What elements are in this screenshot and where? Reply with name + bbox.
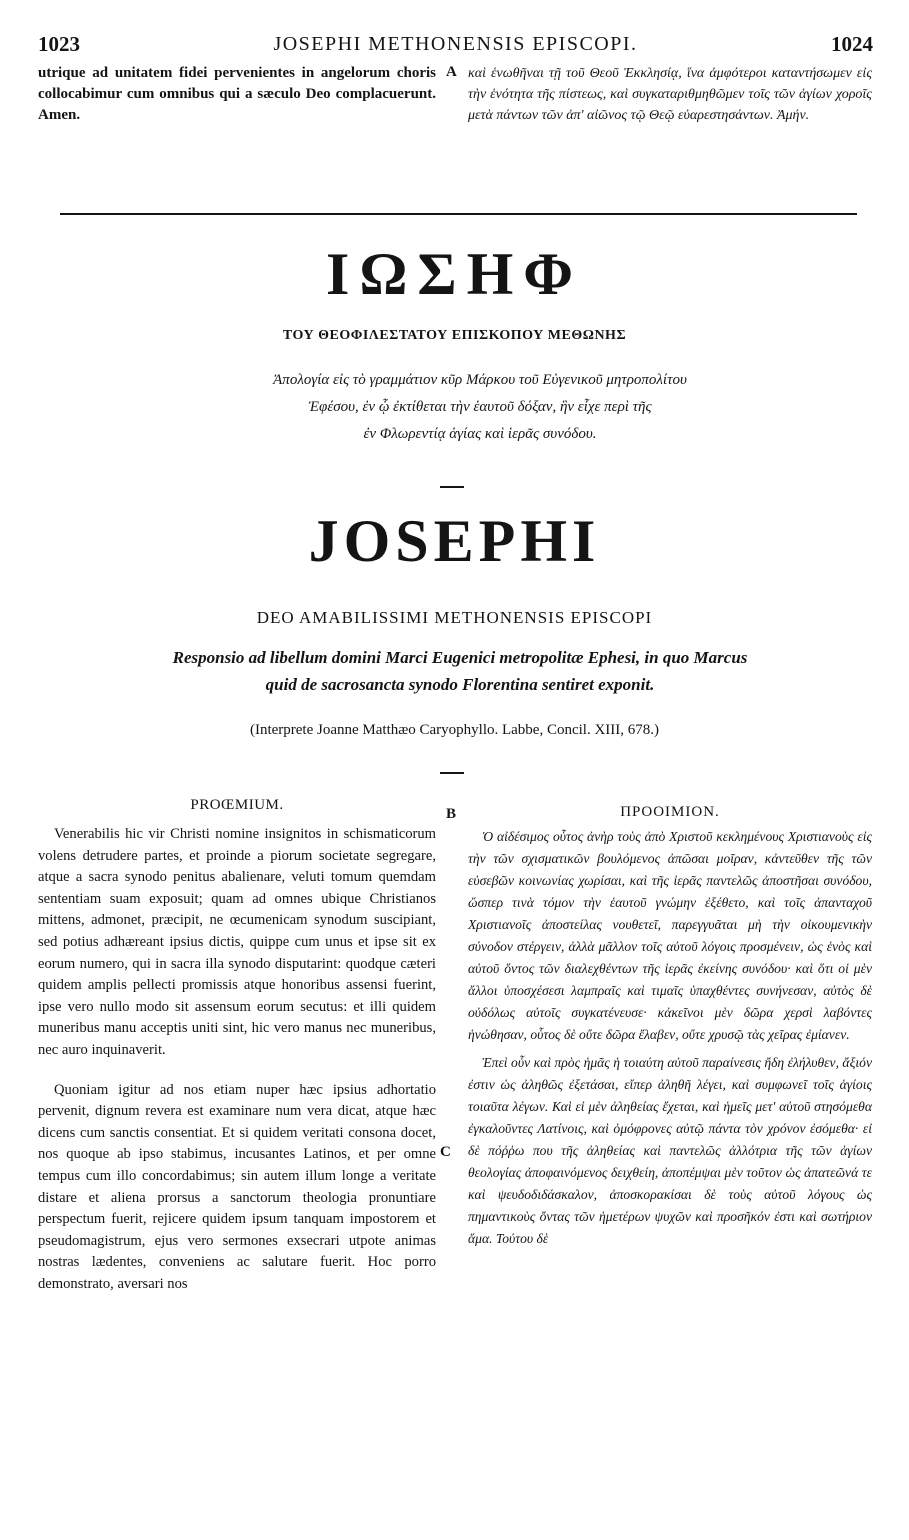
latin-description-line: quid de sacrosancta synodo Florentina sentiret exponit. bbox=[265, 675, 655, 694]
latin-paragraph: Quoniam igitur ad nos etiam nuper hæc ipsius adhortatio pervenit, dignum revera est examinare num vera dicat, atque hæc dicens cum sanctis consentiat. Et si quidem veritati consona docet, nos quoque ab ipso stabimus, incusantes Latinos, et per omne tempus cum illo concordabimus; sin autem illum longe a veritate distare et aliena prorsus a sanctorum theologia pronuntiare perspectum fuerit, rejicere quidem ipsum tanquam impostorem et pseudomagistrum, ejus vero sermones exsecrari utpote animas nostras lædentes, conveniens ac salutare fuerit. Hoc porro demonstrato, aversari nos bbox=[38, 1081, 436, 1292]
greek-subtitle: ΤΟΥ ΘΕΟΦΙΛΕΣΤΑΤΟΥ ΕΠΙΣΚΟΠΟΥ ΜΕΘΩΝΗΣ bbox=[282, 328, 627, 343]
greek-title: ΙΩΣΗΦ bbox=[325, 241, 584, 307]
page-number-left: 1023 bbox=[38, 32, 80, 56]
greek-description bbox=[200, 367, 760, 448]
greek-description-line: Ἀπολογία εἰς τὸ γραμμάτιον κῦρ Μάρκου τοῦ Εὐγενικοῦ μητροπολίτου bbox=[273, 372, 687, 388]
latin-top-passage bbox=[38, 63, 436, 126]
greek-description-line: ἐν Φλωρεντίᾳ ἁγίας καὶ ἱερᾶς συνόδου. bbox=[363, 426, 597, 442]
translator-note: (Interprete Joanne Matthæo Caryophyllo. Labbe, Concil. XIII, 678.) bbox=[249, 722, 660, 738]
greek-body-column bbox=[468, 826, 872, 1250]
latin-title: JOSEPHI bbox=[308, 508, 601, 574]
latin-description-line: Responsio ad libellum domini Marci Eugenici metropolitæ Ephesi, in quo Marcus bbox=[172, 648, 748, 667]
column-marker-a: A bbox=[446, 64, 457, 80]
greek-paragraph: Ὁ αἰδέσιμος οὗτος ἀνὴρ τοὺς ἀπὸ Χριστοῦ κεκλημένους Χριστιανοὺς εἰς τὴν τῶν σχισματικῶν βουλόμενος ἀπῶσαι μοῖραν, κἀντεῦθεν τῆς τῶν εὐσεβῶν κοινωνίας χωρίσαι, καὶ τῆς ἱερᾶς παντελῶς ἀποστῆσαι συνόδου, ὥσπερ τινὰ τόμον τὴν ἑαυτοῦ γνώμην ἐξέθετο, καὶ τοῖς ἁπανταχοῦ Χριστιανοῖς ἀποστείλας νουθετεῖ, παρεγγυᾶται μὴ τὴν οἰκουμενικὴν σύνοδον στέργειν, ἀλλὰ μᾶλλον τοῖς αὐτοῦ λόγοις προσμένειν, ὡς ἑνὸς καὶ αὐτοῦ ὄντος τῶν διαλεχθέντων τῆς ἱερᾶς ἐκείνης συνόδου· καὶ ὅτι οἱ μὲν ἄλλοι ὑποσχέσεσι λαμπραῖς καὶ τιμαῖς ὑπαχθέντες συνήνεσαν, αὐτὸς δὲ οὐδόλως αὐτοῖς συγκατένευσε· κἀκεῖνοι μὲν δῶρα χερσὶ λαβόντες ἡνώθησαν, οὗτος δὲ οὔτε δῶρα ἔλαβεν, οὔτε χρυσῷ τὰς χεῖρας ἐμίανεν. bbox=[468, 829, 872, 1042]
greek-top-passage bbox=[468, 63, 872, 126]
column-marker-b: B bbox=[446, 806, 457, 822]
proemium-heading-latin: PROŒMIUM. bbox=[190, 797, 284, 813]
proemium-heading-greek: ΠΡΟΟΙΜΙΟΝ. bbox=[620, 804, 720, 820]
latin-subtitle: DEO AMABILISSIMI METHONENSIS EPISCOPI bbox=[256, 608, 653, 627]
latin-body-column bbox=[38, 824, 436, 1295]
greek-description-line: Ἐφέσου, ἐν ᾧ ἐκτίθεται τὴν ἑαυτοῦ δόξαν, ἣν εἶχε περὶ τῆς bbox=[308, 399, 652, 415]
running-title: JOSEPHI METHONENSIS EPISCOPI. bbox=[273, 33, 638, 55]
column-marker-c: C bbox=[440, 1144, 451, 1160]
greek-top-text: καὶ ἑνωθῆναι τῇ τοῦ Θεοῦ Ἐκκλησίᾳ, ἵνα ἀμφότεροι καταντήσωμεν εἰς τὴν ἑνότητα τῆς πίστεως, καὶ συγκαταριθμηθῶμεν τοῖς τῶν ἁγίων χοροῖς μετὰ πάντων τῶν ἀπ' αἰῶνος τῷ Θεῷ εὐαρεστησάντων. Ἀμήν. bbox=[468, 66, 872, 123]
latin-description bbox=[90, 644, 830, 698]
page-number-right: 1024 bbox=[831, 32, 873, 56]
latin-top-text: utrique ad unitatem fidei pervenientes in angelorum choris collocabimur cum omnibus qui a sæculo Deo complacuerunt. Amen. bbox=[38, 65, 436, 123]
section-divider bbox=[60, 213, 857, 215]
page-header bbox=[38, 32, 873, 58]
short-divider bbox=[440, 772, 464, 774]
short-divider bbox=[440, 486, 464, 488]
greek-paragraph: Ἐπεὶ οὖν καὶ πρὸς ἡμᾶς ἡ τοιαύτη αὐτοῦ παραίνεσις ἤδη ἐλήλυθεν, ἄξιόν ἐστιν ὡς ἀληθῶς ἐξετάσαι, εἴπερ ἀληθῆ λέγει, καὶ συμφωνεῖ τοῖς ἁγίοις τοιαῦτα λέγων. Καὶ εἰ μὲν ἀληθείας ἔχεται, καὶ ἡμεῖς μετ' αὐτοῦ στησόμεθα ἐγκαλοῦντες Λατίνοις, καὶ ὁμόφρονες αὐτῷ πάντα τὸν χρόνον ἐσόμεθα· εἰ δὲ πόῤῥω που τῆς ἀληθείας καὶ παντελῶς ἀλλότρια τῆς τῶν ἁγίων θεολογίας ἀποφαινόμενος δειχθείη, ἀποπέμψαι μὲν τοῦτον ὡς ἀπατεῶνά τε καὶ ψευδοδιδάσκαλον, ἀποσκορακίσαι δὲ τοὺς αὐτοῦ λόγους ὡς πημαντικοὺς ὄντας τῶν ἡμετέρων ψυχῶν καὶ προσῆκόν ἐστι καὶ σωτήριον ἅμα. Τούτου δὲ bbox=[468, 1055, 872, 1246]
latin-paragraph: Venerabilis hic vir Christi nomine insignitos in schismaticorum volens detrudere partes, et proinde a piorum societate segregare, atque a sacra synodo penitus abalienare, veluti tomum quemdam sententiam suam exposuit; quam ad omnes ubique Christianos mittens, admonet, præcipit, ne œcumenicam synodum suscipiant, sed potius adhæreant ipsius dictis, quippe cum unus et ipse sit ex eorum numero, qui in sacra illa synodo disputarint: quodque cæteri quidem amplis pellecti promissis atque honoribus assensi fuerint, ipse vero nullo modo sit assensum eorum secutus: et illi quidem muneribus manu acceptis uniti sint, hic vero manus nec muneribus, nec auro inquinaverit. bbox=[38, 826, 436, 1058]
